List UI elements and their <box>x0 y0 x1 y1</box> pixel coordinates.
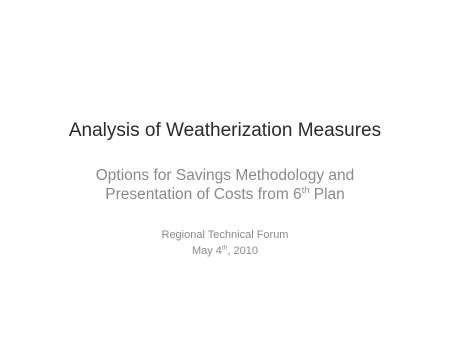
date-ordinal-suffix: th <box>221 244 228 252</box>
presentation-date <box>0 243 450 259</box>
slide-title: Analysis of Weatherization Measures <box>68 120 382 141</box>
subtitle-line-2 <box>0 185 450 204</box>
subtitle-line-2-end: Plan <box>309 186 345 203</box>
subtitle-ordinal-suffix: th <box>301 184 310 195</box>
date-year: , 2010 <box>227 245 259 257</box>
subtitle-line-1: Options for Savings Methodology and <box>95 167 355 184</box>
subtitle-line-2-text: Presentation of Costs from 6 <box>105 186 302 203</box>
presentation-meta <box>0 227 450 259</box>
date-month-day: May 4 <box>191 245 222 257</box>
organization-name: Regional Technical Forum <box>161 229 289 241</box>
slide-subtitle <box>0 166 450 204</box>
